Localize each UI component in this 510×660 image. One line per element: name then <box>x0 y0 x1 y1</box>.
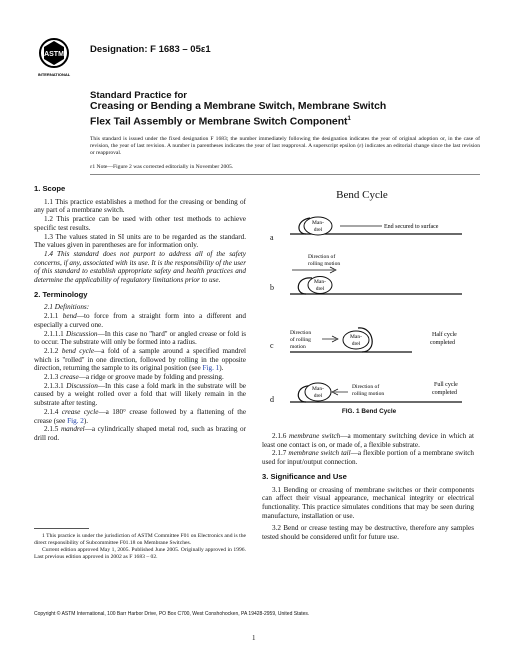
svg-text:INTERNATIONAL: INTERNATIONAL <box>37 72 71 77</box>
svg-text:drel: drel <box>351 341 361 347</box>
full-cycle-1: Full cycle <box>434 382 458 388</box>
mandrel-a-label-1: Man- <box>312 220 324 226</box>
full-cycle-2: completed <box>432 390 457 396</box>
section-heading-scope: 1. Scope <box>34 184 66 193</box>
para-2-1-6: 2.1.6 membrane switch—a momentary switching device in which at least one contact is on, or made of, a flexible substrate. <box>262 432 474 449</box>
para-2-1-1: 2.1.1 bend—to force from a straight form into a different and especially a curved one. <box>34 312 247 329</box>
copyright: Copyright © ASTM International, 100 Barr Harbor Drive, PO Box C700, West Conshohocken, PA 19428-2959, United States. <box>34 611 310 617</box>
section-heading-terminology: 2. Terminology <box>34 289 88 299</box>
para-1-3: 1.3 The values stated in SI units are to be regarded as the standard. The values given in parentheses are for information only. <box>34 232 246 250</box>
para-2-1-2: 2.1.2 bend cycle—a fold of a sample around a specified mandrel which is ''rolled'' in one direction, followed by rolling in the opposite direction, returning the sample to its original position (see Fig. 1). <box>34 346 247 373</box>
para-2-1: 2.1 Definitions: <box>44 303 90 312</box>
para-2-1-3-1: 2.1.3.1 Discussion—In this case a fold mark in the substrate will be caused by a weight rolled over a fold that will likely remain in the substrate after testing. <box>34 381 246 408</box>
page-number: 1 <box>252 634 256 642</box>
left-column <box>34 185 246 443</box>
figure-title: Bend Cycle <box>336 189 388 201</box>
footnote-1: 1 This practice is under the jurisdiction of ASTM Committee F01 on Electronics and is the direct responsibility of Subcommittee F01.18 on Membrane Switches. <box>34 533 246 546</box>
direction-c-3: motion <box>290 344 306 350</box>
para-1-1: 1.1 This practice establishes a method for the creasing or bending of any part of a membrane switch. <box>34 197 246 215</box>
para-1-2: 1.2 This practice can be used with other test methods to achieve specific test results. <box>34 215 246 232</box>
direction-b-1: Direction of <box>308 254 336 260</box>
svg-text:drel: drel <box>315 286 325 292</box>
label-a: a <box>270 233 274 242</box>
para-2-1-7: 2.1.7 membrane switch tail—a flexible portion of a membrane switch used for input/output connection. <box>262 449 475 467</box>
para-2-1-4: 2.1.4 crease cycle—a 180° crease followed by a flattening of the crease (see Fig. 2). <box>34 407 247 425</box>
designation: Designation: F 1683 – 05ε1 <box>90 44 211 55</box>
title-line-3: Flex Tail Assembly or Membrane Switch Component$^1$ <box>90 116 351 128</box>
svg-text:Man-: Man- <box>314 279 326 285</box>
para-3-1: 3.1 Bending or creasing of membrane switches or their components can affect their visual appearance, mechanical integrity or electrical functionality. This practice simulates conditions that may be seen during manufacture, installation or use. <box>262 485 474 520</box>
para-2-1-1-1: 2.1.1.1 Discussion—In this case no ''hard'' or angled crease or fold is to occur. The substrate will only be formed into a radius. <box>34 329 246 347</box>
direction-b-2: rolling motion <box>308 261 341 267</box>
direction-d-1: Direction of <box>352 384 380 390</box>
direction-d-2: rolling motion <box>352 391 385 397</box>
para-3-2: 3.2 Bend or crease testing may be destructive, therefore any samples tested should be considered unfit for future use. <box>262 524 474 542</box>
svg-text:ASTM: ASTM <box>44 51 64 58</box>
title-line-1: Standard Practice for <box>90 90 188 101</box>
section-heading-significance: 3. Significance and Use <box>262 471 347 481</box>
editorial-note: ε1 Note—Figure 2 was corrected editorially in November 2005. <box>90 164 234 170</box>
bend-cycle-figure <box>262 186 476 416</box>
para-2-1-5: 2.1.5 mandrel—a cylindrically shaped metal rod, such as brazing or drill rod. <box>34 425 246 442</box>
figure-caption: FIG. 1 Bend Cycle <box>341 408 397 415</box>
title-line-2: Creasing or Bending a Membrane Switch, Membrane Switch <box>90 101 387 112</box>
issued-statement: This standard is issued under the fixed designation F 1683; the number immediately following the designation indicates the year of original adoption or, in the case of revision, the year of last revision. A number in parentheses indicates the year of last reapproval. A superscript epsilon (ε) indicates an editorial change since the last revision or reapproval. <box>90 136 480 156</box>
direction-c-1: Direction <box>290 330 312 336</box>
footnote-2: Current edition approved May 1, 2005. Published June 2005. Originally approved in 1996. Last previous edition approved in 2002 as F 1683 – 02. <box>34 547 246 560</box>
para-1-4: 1.4 This standard does not purport to address all of the safety concerns, if any, associated with its use. It is the responsibility of the user of this standard to establish appropriate safety and health practices and determine the applicability of regulatory limitations prior to use. <box>34 249 246 285</box>
fig-1-link[interactable]: Fig. 1 <box>202 364 220 373</box>
svg-text:Man-: Man- <box>312 386 324 392</box>
header-divider <box>90 174 480 175</box>
label-d: d <box>270 395 274 404</box>
label-c: c <box>270 341 274 350</box>
svg-text:drel: drel <box>313 393 323 399</box>
direction-c-2: of rolling <box>290 337 311 343</box>
end-secured-text: End secured to surface <box>384 224 439 230</box>
para-2-1-3: 2.1.3 crease—a ridge or groove made by folding and pressing. <box>44 373 224 382</box>
footnotes <box>34 533 246 561</box>
label-b: b <box>270 283 274 292</box>
half-cycle-1: Half cycle <box>432 332 457 338</box>
title-block <box>90 90 480 128</box>
mandrel-a-label-2: drel <box>313 227 323 233</box>
footnote-divider <box>34 528 89 529</box>
fig-2-link[interactable]: Fig. 2 <box>67 416 84 425</box>
half-cycle-2: completed <box>430 340 455 346</box>
astm-logo <box>36 37 72 79</box>
right-column <box>262 432 474 542</box>
svg-text:Man-: Man- <box>350 334 362 340</box>
